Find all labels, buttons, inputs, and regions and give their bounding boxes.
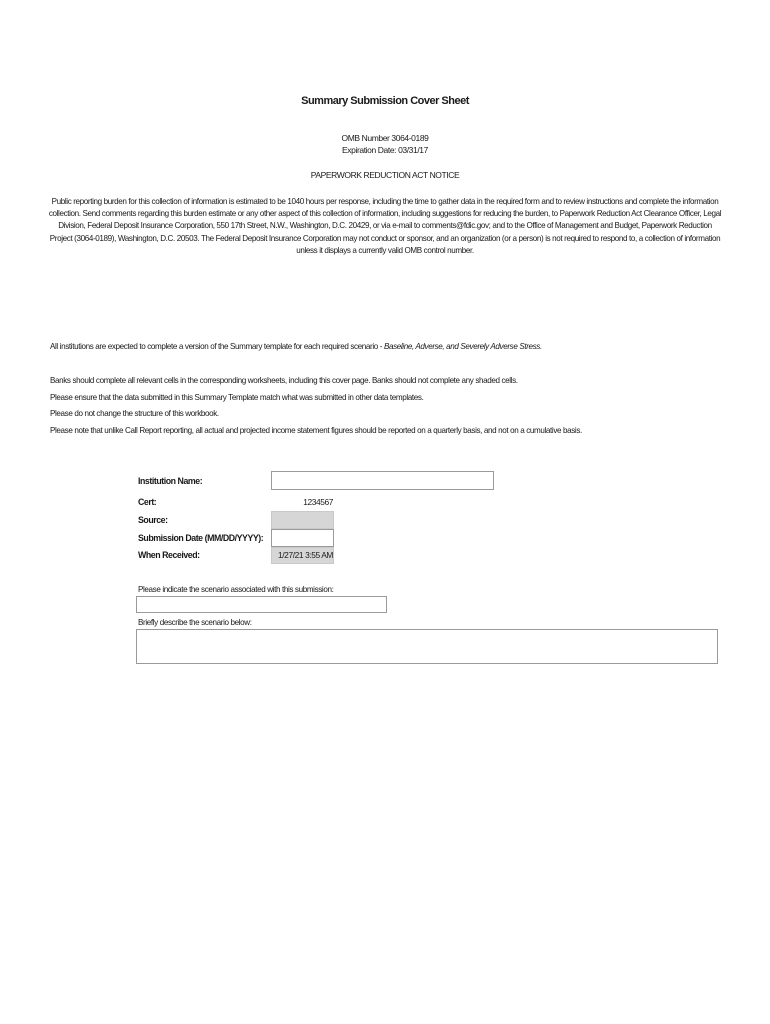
page-title: Summary Submission Cover Sheet xyxy=(301,95,469,107)
submission-date-field[interactable] xyxy=(271,529,334,547)
instruction-line-4: Please note that unlike Call Report reporting, all actual and projected income statement figures should be reported on a quarterly basis, and not on a cumulative basis. xyxy=(50,426,582,435)
scenario-field[interactable] xyxy=(136,596,387,613)
expiration-date: Expiration Date: 03/31/17 xyxy=(342,145,428,155)
scenario-prompt: Please indicate the scenario associated with this submission: xyxy=(138,585,334,594)
omb-number: OMB Number 3064-0189 xyxy=(341,133,429,143)
burden-statement: Public reporting burden for this collection of information is estimated to be 1040 hours per response, including the time to gather data in the required form and to review instructions and complete the information collection. Send comments regarding this burden estimate or any other aspect of this collection of information, including suggestions for reducing the burden, to Paperwork Reduction Act Clearance Officer, Legal Division, Federal Deposit Insurance Corporation, 550 17th Street, N.W., Washington, D.C. 20429, or via e-mail to comments@fdic.gov; and to the Office of Management and Budget, Paperwork Reduction Project (3064-0189), Washington, D.C. 20503. The Federal Deposit Insurance Corporation may not conduct or sponsor, and an organization (or a person) is not required to respond to, a collection of information unless it displays a currently valid OMB control number. xyxy=(48,197,722,255)
describe-prompt: Briefly describe the scenario below: xyxy=(138,618,252,627)
when-received-label: When Received: xyxy=(138,550,200,560)
scenarios-instruction xyxy=(50,342,542,351)
instruction-line-2: Please ensure that the data submitted in this Summary Template match what was submitted in other data templates. xyxy=(50,393,424,402)
scenarios-list: Baseline, Adverse, and Severely Adverse Stress. xyxy=(383,342,542,351)
cert-label: Cert: xyxy=(138,497,157,507)
institution-name-field[interactable] xyxy=(271,471,494,490)
cert-value: 1234567 xyxy=(303,497,333,507)
source-label: Source: xyxy=(138,515,168,525)
submission-date-label: Submission Date (MM/DD/YYYY): xyxy=(138,533,264,543)
institution-name-label: Institution Name: xyxy=(138,476,203,486)
scenario-description-field[interactable] xyxy=(136,629,718,664)
paperwork-notice-heading: PAPERWORK REDUCTION ACT NOTICE xyxy=(310,170,460,180)
when-received-value: 1/27/21 3:55 AM xyxy=(278,550,333,560)
instruction-line-3: Please do not change the structure of this workbook. xyxy=(50,409,219,418)
omb-info xyxy=(0,132,770,156)
instruction-line-1: Banks should complete all relevant cells in the corresponding worksheets, including this cover page. Banks should not complete any shaded cells. xyxy=(50,376,518,385)
scenarios-instruction-text: All institutions are expected to complete a version of the Summary template for each required scenario - xyxy=(50,342,384,351)
source-field xyxy=(271,511,334,529)
